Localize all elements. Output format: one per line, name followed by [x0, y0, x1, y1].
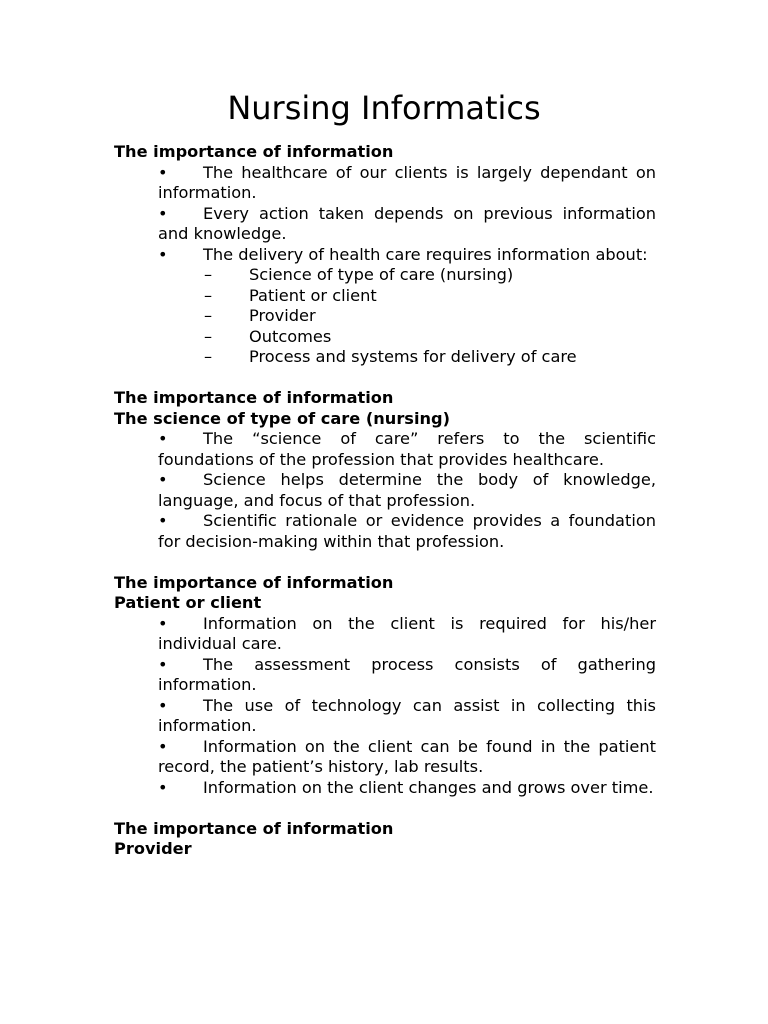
- bullet-text: Science helps determine the body of knowledge, language, and focus of that profession.: [158, 470, 656, 510]
- section-heading: The importance of information: [114, 142, 394, 161]
- bullet-icon: •: [158, 203, 168, 223]
- section-heading: The importance of information: [114, 388, 394, 407]
- bullet-text: Information on the client changes and grows over time.: [203, 777, 654, 797]
- section-heading: The importance of information: [114, 818, 394, 838]
- bullet-text: Every action taken depends on previous information and knowledge.: [158, 203, 656, 243]
- dash-icon: –: [204, 306, 213, 325]
- section-importance-of-information: [114, 142, 656, 368]
- bullet-item: [158, 778, 656, 799]
- sub-item-text: Patient or client: [249, 285, 377, 305]
- sub-item-text: Science of type of care (nursing): [249, 265, 514, 284]
- sub-item-text: Outcomes: [249, 326, 332, 346]
- bullet-item: [158, 655, 656, 696]
- bullet-item: [158, 696, 656, 737]
- bullet-item: [158, 204, 656, 245]
- dash-icon: –: [204, 285, 213, 305]
- bullet-icon: •: [158, 244, 168, 264]
- section-subheading: Provider: [114, 839, 192, 858]
- bullet-icon: •: [158, 613, 168, 633]
- sub-item: [204, 265, 656, 286]
- section-provider: [114, 819, 656, 860]
- bullet-icon: •: [158, 654, 168, 674]
- section-science-of-care: [114, 388, 656, 552]
- section-heading: The importance of information: [114, 572, 394, 592]
- dash-icon: –: [204, 265, 213, 284]
- bullet-item: [158, 429, 656, 470]
- section-patient-or-client: [114, 573, 656, 799]
- bullet-item: [158, 511, 656, 552]
- dash-icon: –: [204, 347, 213, 366]
- bullet-icon: •: [158, 470, 168, 489]
- bullet-item: [158, 614, 656, 655]
- bullet-icon: •: [158, 695, 168, 715]
- bullet-text: Information on the client is required for his/her individual care.: [158, 613, 656, 653]
- section-subheading: Patient or client: [114, 593, 262, 612]
- sub-item: [204, 306, 656, 327]
- bullet-icon: •: [158, 777, 168, 797]
- bullet-icon: •: [158, 429, 168, 448]
- bullet-text: The assessment process consists of gathering information.: [158, 654, 656, 694]
- bullet-text: Information on the client can be found in the patient record, the patient’s history, lab results.: [158, 736, 656, 776]
- dash-icon: –: [204, 326, 213, 346]
- bullet-text: The use of technology can assist in collecting this information.: [158, 695, 656, 735]
- sub-item-text: Process and systems for delivery of care: [249, 347, 577, 366]
- document-body: [114, 142, 656, 860]
- bullet-item: [158, 163, 656, 204]
- sub-item: [204, 327, 656, 348]
- sub-item-text: Provider: [249, 306, 316, 325]
- bullet-icon: •: [158, 511, 168, 530]
- bullet-text: The delivery of health care requires information about:: [203, 244, 648, 264]
- bullet-text: The “science of care” refers to the scientific foundations of the profession that provides healthcare.: [158, 429, 656, 469]
- bullet-text: The healthcare of our clients is largely dependant on information.: [158, 162, 656, 202]
- bullet-icon: •: [158, 162, 168, 182]
- bullet-item: [158, 245, 656, 266]
- sub-item: [204, 286, 656, 307]
- document-title: Nursing Informatics: [227, 89, 541, 127]
- bullet-item: [158, 737, 656, 778]
- bullet-text: Scientific rationale or evidence provides a foundation for decision-making within that profession.: [158, 511, 656, 551]
- section-subheading: The science of type of care (nursing): [114, 408, 451, 428]
- bullet-icon: •: [158, 736, 168, 756]
- sub-item: [204, 347, 656, 368]
- bullet-item: [158, 470, 656, 511]
